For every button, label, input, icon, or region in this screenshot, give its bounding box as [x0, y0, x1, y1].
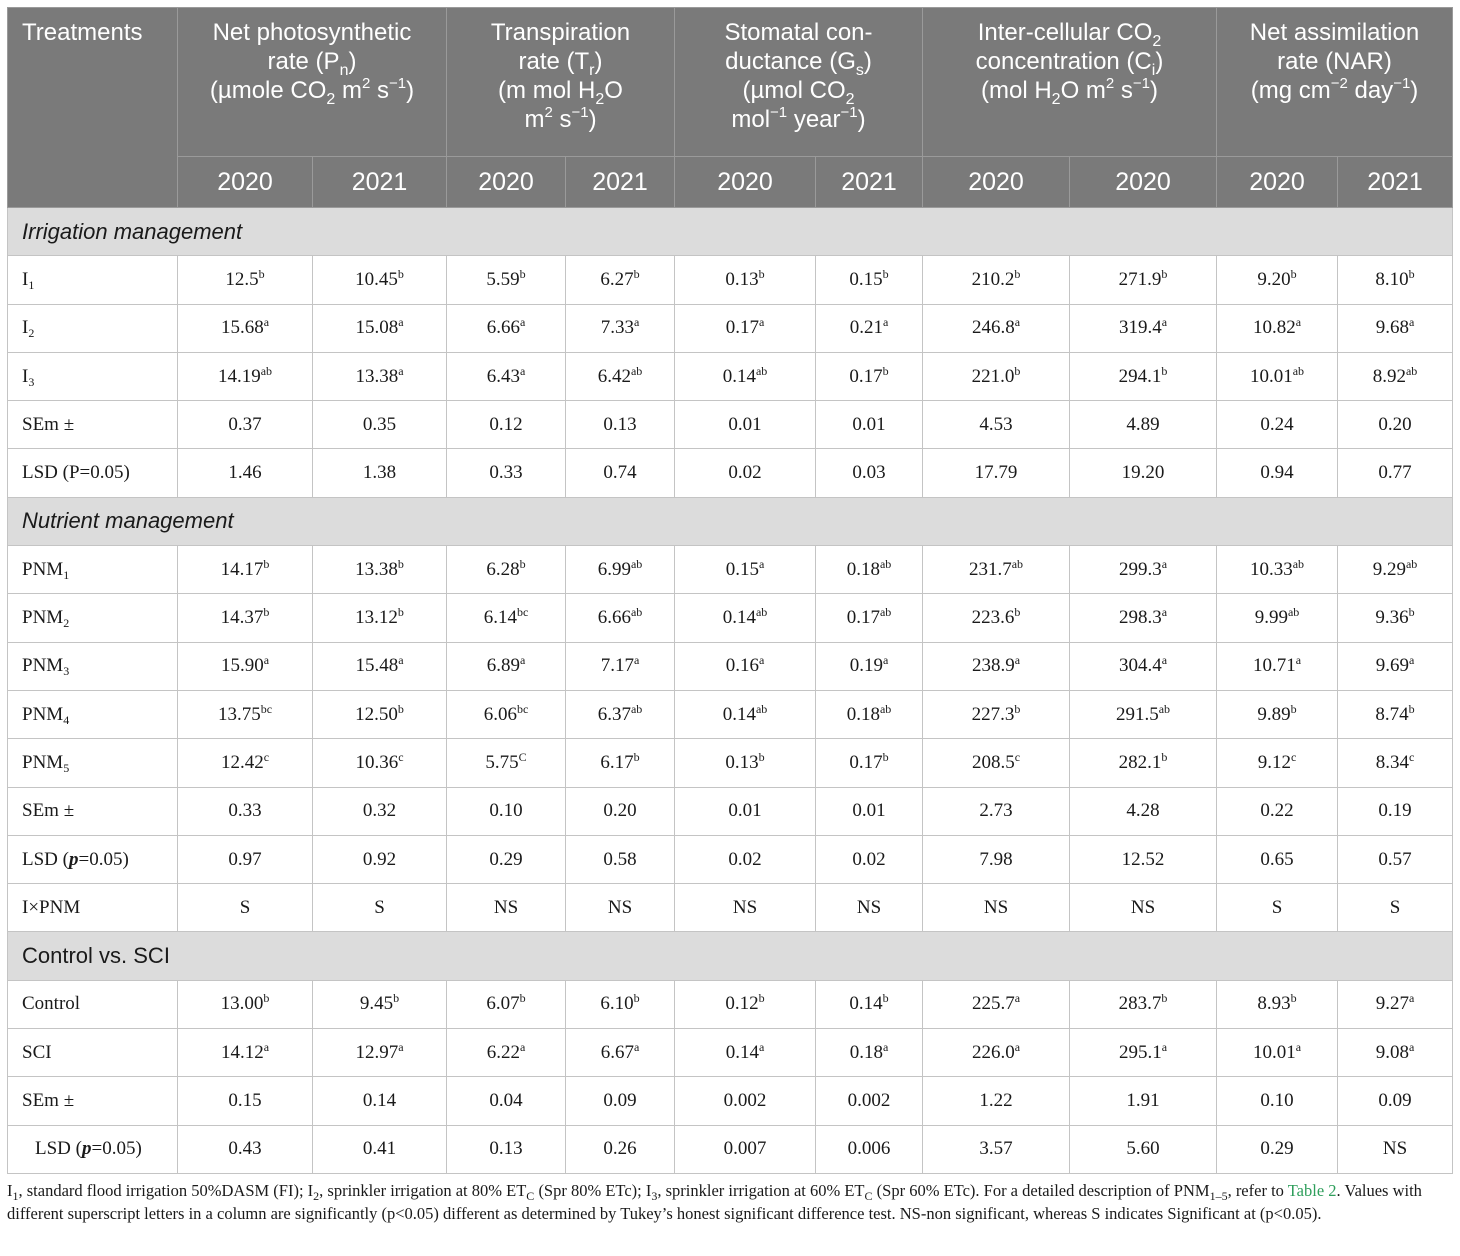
- table-cell: 271.9$^b$: [1070, 256, 1217, 304]
- table-cell: 8.93$^b$: [1217, 980, 1338, 1028]
- table-cell: 0.01: [816, 787, 923, 835]
- table-cell: 0.41: [313, 1125, 447, 1173]
- table-cell: 0.77: [1338, 449, 1453, 497]
- table-cell: 0.14: [313, 1077, 447, 1125]
- data-table: [7, 7, 1453, 1174]
- table-cell: 0.17$^b$: [816, 352, 923, 400]
- table-cell: 294.1$^b$: [1070, 352, 1217, 400]
- table-cell: 295.1$^a$: [1070, 1029, 1217, 1077]
- table-cell: 0.007: [675, 1125, 816, 1173]
- table-cell: 0.02: [816, 835, 923, 883]
- table-row: [8, 256, 1453, 304]
- table-cell: 4.89: [1070, 401, 1217, 449]
- section-title: Irrigation management: [8, 208, 1453, 256]
- table-cell: 298.3$^a$: [1070, 594, 1217, 642]
- table-cell: 9.12$^c$: [1217, 739, 1338, 787]
- table-cell: 6.10$^b$: [566, 980, 675, 1028]
- table-cell: 13.00$^b$: [178, 980, 313, 1028]
- table-row: [8, 884, 1453, 932]
- table-cell: S: [313, 884, 447, 932]
- table-cell: 0.15$^b$: [816, 256, 923, 304]
- table-cell: 0.13$^b$: [675, 256, 816, 304]
- table-cell: NS: [1338, 1125, 1453, 1173]
- table-cell: 0.15$^a$: [675, 546, 816, 594]
- table-cell: 5.60: [1070, 1125, 1217, 1173]
- table-cell: 0.20: [566, 787, 675, 835]
- table-cell: 0.92: [313, 835, 447, 883]
- header-year: 2021: [566, 157, 675, 208]
- table-cell: 6.89$^a$: [447, 642, 566, 690]
- table-cell: 12.42$^c$: [178, 739, 313, 787]
- table-cell: 9.27$^a$: [1338, 980, 1453, 1028]
- table-cell: 0.02: [675, 835, 816, 883]
- table-cell: NS: [566, 884, 675, 932]
- table-cell: 3.57: [923, 1125, 1070, 1173]
- table-cell: NS: [447, 884, 566, 932]
- table-row: [8, 980, 1453, 1028]
- table-cell: 6.66$^{ab}$: [566, 594, 675, 642]
- section-header-row: [8, 932, 1453, 980]
- table-cell: 9.20$^b$: [1217, 256, 1338, 304]
- table-cell: 0.14$^{ab}$: [675, 690, 816, 738]
- section-header-row: [8, 208, 1453, 256]
- table-cell: 0.03: [816, 449, 923, 497]
- header-intercellular-co2: Inter-cellular $CO_2$ concentration $(C_i)$ (mol $H_2O$ $m^2$ $s^{-1}$): [923, 8, 1217, 157]
- table-cell: 0.24: [1217, 401, 1338, 449]
- table-cell: 15.08$^a$: [313, 304, 447, 352]
- table-cell: 0.65: [1217, 835, 1338, 883]
- table-cell: 1.38: [313, 449, 447, 497]
- table-cell: 6.42$^{ab}$: [566, 352, 675, 400]
- header-row-measures: [8, 8, 1453, 157]
- table-cell: 0.74: [566, 449, 675, 497]
- row-label: $I_2$: [8, 304, 178, 352]
- table-cell: 10.71$^a$: [1217, 642, 1338, 690]
- table-cell: 0.18$^a$: [816, 1029, 923, 1077]
- table-cell: 0.35: [313, 401, 447, 449]
- row-label: I×PNM: [8, 884, 178, 932]
- table-cell: 13.75$^{bc}$: [178, 690, 313, 738]
- row-label: $PNM_4$: [8, 690, 178, 738]
- table-cell: 6.37$^{ab}$: [566, 690, 675, 738]
- table-cell: 0.12: [447, 401, 566, 449]
- header-year: 2020: [1217, 157, 1338, 208]
- row-label: LSD (P=0.05): [8, 449, 178, 497]
- header-net-assimilation-rate: Net assimilation rate (NAR) (mg $cm^{-2}$ day$^{-1}$): [1217, 8, 1453, 157]
- row-label: SEm ±: [8, 787, 178, 835]
- row-label: SCI: [8, 1029, 178, 1077]
- table-cell: 0.22: [1217, 787, 1338, 835]
- table-cell: 0.01: [675, 787, 816, 835]
- table-cell: 4.28: [1070, 787, 1217, 835]
- header-stomatal-conductance: Stomatal con- ductance $(G_s)$ (µmol $CO_2$ mol$^{-1}$ year$^{-1}$): [675, 8, 923, 157]
- table-cell: 0.14$^{ab}$: [675, 594, 816, 642]
- table-cell: 0.13: [566, 401, 675, 449]
- table-cell: 0.14$^b$: [816, 980, 923, 1028]
- table-cell: 227.3$^b$: [923, 690, 1070, 738]
- table-cell: 0.006: [816, 1125, 923, 1173]
- table-cell: S: [1338, 884, 1453, 932]
- row-label: $PNM_5$: [8, 739, 178, 787]
- table-cell: 0.12$^b$: [675, 980, 816, 1028]
- table-cell: 6.14$^{bc}$: [447, 594, 566, 642]
- table-cell: 4.53: [923, 401, 1070, 449]
- table-cell: 10.33$^{ab}$: [1217, 546, 1338, 594]
- table-cell: 0.10: [1217, 1077, 1338, 1125]
- table-2-link[interactable]: Table 2: [1287, 1181, 1337, 1200]
- table-cell: 10.01$^a$: [1217, 1029, 1338, 1077]
- table-cell: 10.45$^b$: [313, 256, 447, 304]
- table-cell: 0.33: [178, 787, 313, 835]
- table-cell: 9.08$^a$: [1338, 1029, 1453, 1077]
- table-cell: 1.91: [1070, 1077, 1217, 1125]
- table-row: [8, 642, 1453, 690]
- table-cell: 0.09: [566, 1077, 675, 1125]
- table-cell: 246.8$^a$: [923, 304, 1070, 352]
- table-cell: 6.67$^a$: [566, 1029, 675, 1077]
- table-cell: 8.10$^b$: [1338, 256, 1453, 304]
- table-cell: 14.17$^b$: [178, 546, 313, 594]
- table-cell: NS: [923, 884, 1070, 932]
- table-cell: 8.74$^b$: [1338, 690, 1453, 738]
- table-cell: 0.97: [178, 835, 313, 883]
- table-cell: 13.12$^b$: [313, 594, 447, 642]
- table-cell: 13.38$^a$: [313, 352, 447, 400]
- table-cell: 0.18$^{ab}$: [816, 546, 923, 594]
- table-cell: 6.07$^b$: [447, 980, 566, 1028]
- table-cell: 0.43: [178, 1125, 313, 1173]
- table-cell: 14.12$^a$: [178, 1029, 313, 1077]
- table-cell: 299.3$^a$: [1070, 546, 1217, 594]
- table-cell: 9.45$^b$: [313, 980, 447, 1028]
- table-cell: 0.002: [816, 1077, 923, 1125]
- table-cell: 0.14$^{ab}$: [675, 352, 816, 400]
- table-cell: 9.69$^a$: [1338, 642, 1453, 690]
- table-row: [8, 739, 1453, 787]
- table-cell: NS: [1070, 884, 1217, 932]
- row-label: $PNM_3$: [8, 642, 178, 690]
- table-cell: 0.29: [1217, 1125, 1338, 1173]
- table-cell: 0.21$^a$: [816, 304, 923, 352]
- table-cell: 0.17$^{ab}$: [816, 594, 923, 642]
- table-cell: 208.5$^c$: [923, 739, 1070, 787]
- table-row: [8, 1125, 1453, 1173]
- table-cell: 304.4$^a$: [1070, 642, 1217, 690]
- table-cell: 0.37: [178, 401, 313, 449]
- table-footnote: $I_1$, standard flood irrigation 50%DASM (FI); $I_2$, sprinkler irrigation at 80% $ET_C$ (Spr 80% ETc); $I_3$, sprinkler irrigation at 60% $ET_C$ (Spr 60% ETc). For a detailed description of $PNM_{1-5}$, refer to Table 2. Values with different superscript letters in a column are significantly (p<0.05) different as determined by Tukey’s honest significant difference test. NS-non significant, whereas S indicates Significant at (p<0.05).: [7, 1181, 1422, 1223]
- table-cell: 14.37$^b$: [178, 594, 313, 642]
- section-title: Nutrient management: [8, 497, 1453, 545]
- table-cell: 0.13: [447, 1125, 566, 1173]
- table-cell: 0.29: [447, 835, 566, 883]
- table-cell: 12.50$^b$: [313, 690, 447, 738]
- table-cell: 12.52: [1070, 835, 1217, 883]
- header-year: 2020: [1070, 157, 1217, 208]
- table-cell: S: [178, 884, 313, 932]
- row-label: SEm ±: [8, 401, 178, 449]
- table-cell: 7.98: [923, 835, 1070, 883]
- header-year: 2021: [816, 157, 923, 208]
- table-cell: 19.20: [1070, 449, 1217, 497]
- table-cell: 231.7$^{ab}$: [923, 546, 1070, 594]
- section-title: Control vs. SCI: [8, 932, 1453, 980]
- table-row: [8, 401, 1453, 449]
- table-cell: 8.34$^c$: [1338, 739, 1453, 787]
- table-cell: 0.19$^a$: [816, 642, 923, 690]
- header-year: 2020: [447, 157, 566, 208]
- row-label: $PNM_2$: [8, 594, 178, 642]
- table-cell: 0.57: [1338, 835, 1453, 883]
- table-cell: 0.14$^a$: [675, 1029, 816, 1077]
- table-cell: 0.02: [675, 449, 816, 497]
- table-cell: S: [1217, 884, 1338, 932]
- table-cell: 2.73: [923, 787, 1070, 835]
- table-cell: 0.58: [566, 835, 675, 883]
- table-cell: 9.36$^b$: [1338, 594, 1453, 642]
- table-cell: 9.29$^{ab}$: [1338, 546, 1453, 594]
- table-cell: 0.16$^a$: [675, 642, 816, 690]
- table-cell: 0.17$^b$: [816, 739, 923, 787]
- table-cell: 9.68$^a$: [1338, 304, 1453, 352]
- table-cell: 1.46: [178, 449, 313, 497]
- table-row: [8, 1029, 1453, 1077]
- table-cell: 0.20: [1338, 401, 1453, 449]
- row-label: SEm ±: [8, 1077, 178, 1125]
- table-cell: 6.66$^a$: [447, 304, 566, 352]
- table-cell: 0.04: [447, 1077, 566, 1125]
- table-row: [8, 449, 1453, 497]
- row-label: $I_1$: [8, 256, 178, 304]
- header-year: 2020: [923, 157, 1070, 208]
- table-cell: 221.0$^b$: [923, 352, 1070, 400]
- table-cell: 0.32: [313, 787, 447, 835]
- table-row: [8, 594, 1453, 642]
- table-cell: 14.19$^{ab}$: [178, 352, 313, 400]
- table-row: [8, 690, 1453, 738]
- table-cell: 319.4$^a$: [1070, 304, 1217, 352]
- table-cell: 9.89$^b$: [1217, 690, 1338, 738]
- table-cell: 282.1$^b$: [1070, 739, 1217, 787]
- table-cell: 9.99$^{ab}$: [1217, 594, 1338, 642]
- table-cell: 8.92$^{ab}$: [1338, 352, 1453, 400]
- table-cell: 0.002: [675, 1077, 816, 1125]
- table-cell: 0.33: [447, 449, 566, 497]
- header-row-years: [8, 157, 1453, 208]
- table-row: [8, 1077, 1453, 1125]
- table-body: [8, 208, 1453, 1174]
- table-cell: 0.18$^{ab}$: [816, 690, 923, 738]
- table-cell: 1.22: [923, 1077, 1070, 1125]
- table-row: [8, 352, 1453, 400]
- table-cell: 15.68$^a$: [178, 304, 313, 352]
- table-cell: 10.36$^c$: [313, 739, 447, 787]
- table-row: [8, 787, 1453, 835]
- header-year: 2020: [675, 157, 816, 208]
- table-cell: 0.09: [1338, 1077, 1453, 1125]
- table-cell: 283.7$^b$: [1070, 980, 1217, 1028]
- table-cell: 6.22$^a$: [447, 1029, 566, 1077]
- table-cell: 210.2$^b$: [923, 256, 1070, 304]
- table-cell: 0.01: [675, 401, 816, 449]
- table-cell: 223.6$^b$: [923, 594, 1070, 642]
- table-cell: 0.10: [447, 787, 566, 835]
- table-cell: 12.97$^a$: [313, 1029, 447, 1077]
- table-row: [8, 304, 1453, 352]
- table-cell: 13.38$^b$: [313, 546, 447, 594]
- table-cell: 0.17$^a$: [675, 304, 816, 352]
- table-cell: 15.90$^a$: [178, 642, 313, 690]
- table-cell: 5.59$^b$: [447, 256, 566, 304]
- section-header-row: [8, 497, 1453, 545]
- table-cell: 12.5$^b$: [178, 256, 313, 304]
- table-cell: 6.28$^b$: [447, 546, 566, 594]
- table-cell: 17.79: [923, 449, 1070, 497]
- table-cell: 226.0$^a$: [923, 1029, 1070, 1077]
- table-cell: 0.19: [1338, 787, 1453, 835]
- table-cell: 0.26: [566, 1125, 675, 1173]
- table-cell: 0.01: [816, 401, 923, 449]
- table-cell: 0.15: [178, 1077, 313, 1125]
- header-transpiration-rate: Transpiration rate $(T_r)$ (m mol $H_2O$ $m^2$ $s^{-1}$): [447, 8, 675, 157]
- header-net-photosynthetic-rate: Net photosynthetic rate $(P_n)$ (µmole $CO_2$ $m^2$ $s^{-1}$): [178, 8, 447, 157]
- table-cell: 238.9$^a$: [923, 642, 1070, 690]
- table-cell: NS: [675, 884, 816, 932]
- row-label: LSD (p=0.05): [8, 1125, 178, 1173]
- table-cell: 6.99$^{ab}$: [566, 546, 675, 594]
- table-cell: 6.06$^{bc}$: [447, 690, 566, 738]
- row-label: Control: [8, 980, 178, 1028]
- table-cell: 6.43$^a$: [447, 352, 566, 400]
- table-cell: 7.17$^a$: [566, 642, 675, 690]
- header-year: 2020: [178, 157, 313, 208]
- header-treatments: Treatments: [8, 8, 178, 208]
- table-cell: 6.27$^b$: [566, 256, 675, 304]
- table-row: [8, 546, 1453, 594]
- table-cell: 0.13$^b$: [675, 739, 816, 787]
- row-label: $PNM_1$: [8, 546, 178, 594]
- row-label: $I_3$: [8, 352, 178, 400]
- table-cell: 6.17$^b$: [566, 739, 675, 787]
- table-cell: 10.01$^{ab}$: [1217, 352, 1338, 400]
- header-year: 2021: [313, 157, 447, 208]
- table-row: [8, 835, 1453, 883]
- table-cell: 15.48$^a$: [313, 642, 447, 690]
- table-cell: 7.33$^a$: [566, 304, 675, 352]
- row-label: LSD (p=0.05): [8, 835, 178, 883]
- table-cell: 0.94: [1217, 449, 1338, 497]
- table-cell: 225.7$^a$: [923, 980, 1070, 1028]
- table-cell: 10.82$^a$: [1217, 304, 1338, 352]
- table-cell: NS: [816, 884, 923, 932]
- table-cell: $5.75^C$: [447, 739, 566, 787]
- header-year: 2021: [1338, 157, 1453, 208]
- table-cell: 291.5$^{ab}$: [1070, 690, 1217, 738]
